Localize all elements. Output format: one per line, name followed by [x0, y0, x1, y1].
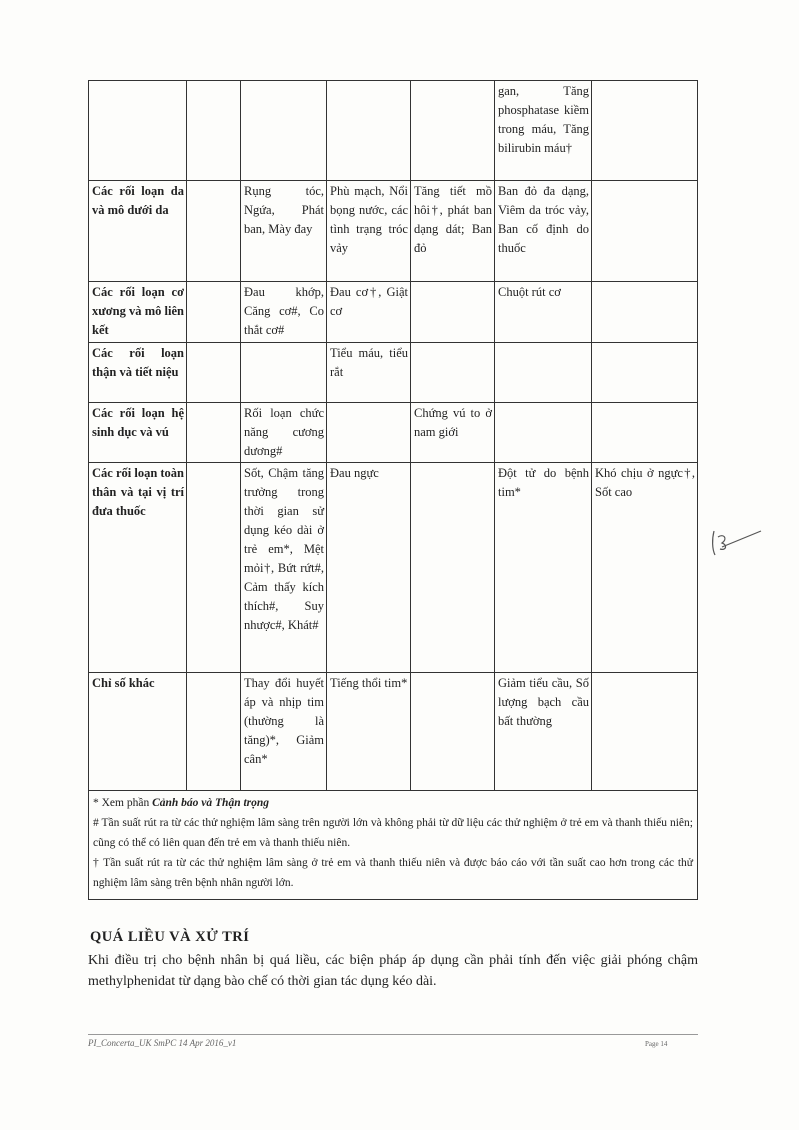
table-cell — [187, 343, 241, 403]
table-cell — [592, 282, 698, 343]
table-cell — [495, 403, 592, 463]
table-cell: Rụng tóc, Ngứa, Phát ban, Mày đay — [241, 181, 327, 282]
table-notes-row — [89, 791, 698, 900]
table-cell: Thay đổi huyết áp và nhịp tim (thường là tăng)*, Giảm cân* — [241, 673, 327, 791]
row-header: Các rối loạn toàn thân và tại vị trí đưa thuốc — [89, 463, 187, 673]
footer-page-number: Page 14 — [645, 1040, 668, 1048]
table-cell: Đột tử do bệnh tim* — [495, 463, 592, 673]
table-cell: Tiếng thổi tim* — [327, 673, 411, 791]
table-cell — [592, 343, 698, 403]
section-body: Khi điều trị cho bệnh nhân bị quá liều, các biện pháp áp dụng cần phải tính đến việc giải phóng chậm methylphenidat từ dạng bào chế có thời gian tác dụng kéo dài. — [88, 953, 698, 989]
table-cell — [495, 343, 592, 403]
table-cell — [411, 463, 495, 673]
table-cell — [411, 673, 495, 791]
section-title: QUÁ LIỀU VÀ XỬ TRÍ — [90, 929, 250, 945]
footer-divider — [88, 1034, 698, 1035]
table-cell — [89, 81, 187, 181]
row-header: Các rối loạn cơ xương và mô liên kết — [89, 282, 187, 343]
table-cell: Đau cơ†, Giật cơ — [327, 282, 411, 343]
table-cell: Rối loạn chức năng cương dương# — [241, 403, 327, 463]
table-row — [89, 403, 698, 463]
footer-document-id: PI_Concerta_UK SmPC 14 Apr 2016_v1 — [88, 1038, 237, 1048]
table-cell — [241, 81, 327, 181]
table-row — [89, 673, 698, 791]
table-cell — [592, 403, 698, 463]
table-cell — [411, 343, 495, 403]
table-row — [89, 463, 698, 673]
footnote-3: † Tần suất rút ra từ các thử nghiệm lâm sàng ở trẻ em và thanh thiếu niên và được báo cáo với tần suất cao hơn trong các thử nghiệm lâm sàng trên bệnh nhân người lớn. — [93, 857, 693, 889]
footnote-1: * Xem phần Cảnh báo và Thận trọng — [93, 797, 270, 809]
table-cell — [187, 81, 241, 181]
table-cell: gan, Tăng phosphatase kiềm trong máu, Tăng bilirubin máu† — [495, 81, 592, 181]
table-cell — [187, 403, 241, 463]
table-cell: Giảm tiểu cầu, Số lượng bạch cầu bất thường — [495, 673, 592, 791]
table-cell — [187, 673, 241, 791]
table-cell — [411, 282, 495, 343]
handwritten-mark-icon — [706, 525, 766, 565]
table-row — [89, 81, 698, 181]
table-cell — [592, 81, 698, 181]
table-cell: Đau khớp, Căng cơ#, Co thắt cơ# — [241, 282, 327, 343]
table-cell: Sốt, Chậm tăng trưởng trong thời gian sử dụng kéo dài ở trẻ em*, Mệt mỏi†, Bứt rứt#, Cảm thấy kích thích#, Suy nhược#, Khát# — [241, 463, 327, 673]
table-cell — [187, 181, 241, 282]
row-header: Các rối loạn da và mô dưới da — [89, 181, 187, 282]
footnote-2: # Tần suất rút ra từ các thử nghiệm lâm sàng trên người lớn và không phải từ dữ liệu các thử nghiệm ở trẻ em và thanh thiếu niên; cũng có thể có liên quan đến trẻ em và thanh thiếu niên. — [93, 817, 693, 849]
table-cell: Tăng tiết mồ hôi†, phát ban dạng dát; Ban đỏ — [411, 181, 495, 282]
table-cell: Khó chịu ở ngực†, Sốt cao — [592, 463, 698, 673]
row-header: Chỉ số khác — [89, 673, 187, 791]
table-cell: Chứng vú to ở nam giới — [411, 403, 495, 463]
table-row — [89, 282, 698, 343]
row-header: Các rối loạn hệ sinh dục và vú — [89, 403, 187, 463]
table-cell — [327, 403, 411, 463]
table-row — [89, 181, 698, 282]
table-cell: Tiểu máu, tiểu rắt — [327, 343, 411, 403]
table-cell — [187, 282, 241, 343]
adverse-effects-table — [88, 80, 698, 900]
table-cell — [241, 343, 327, 403]
table-cell — [411, 81, 495, 181]
table-cell: Chuột rút cơ — [495, 282, 592, 343]
table-cell — [327, 81, 411, 181]
footnote-1-link-text: Cảnh báo và Thận trọng — [152, 797, 270, 809]
table-cell — [592, 181, 698, 282]
table-cell: Ban đỏ đa dạng, Viêm da tróc vảy, Ban cố định do thuốc — [495, 181, 592, 282]
table-cell — [187, 463, 241, 673]
table-cell: Phù mạch, Nổi bọng nước, các tình trạng tróc vảy — [327, 181, 411, 282]
table-cell — [592, 673, 698, 791]
table-row — [89, 343, 698, 403]
row-header: Các rối loạn thận và tiết niệu — [89, 343, 187, 403]
table-footnotes — [89, 791, 698, 900]
table-cell: Đau ngực — [327, 463, 411, 673]
